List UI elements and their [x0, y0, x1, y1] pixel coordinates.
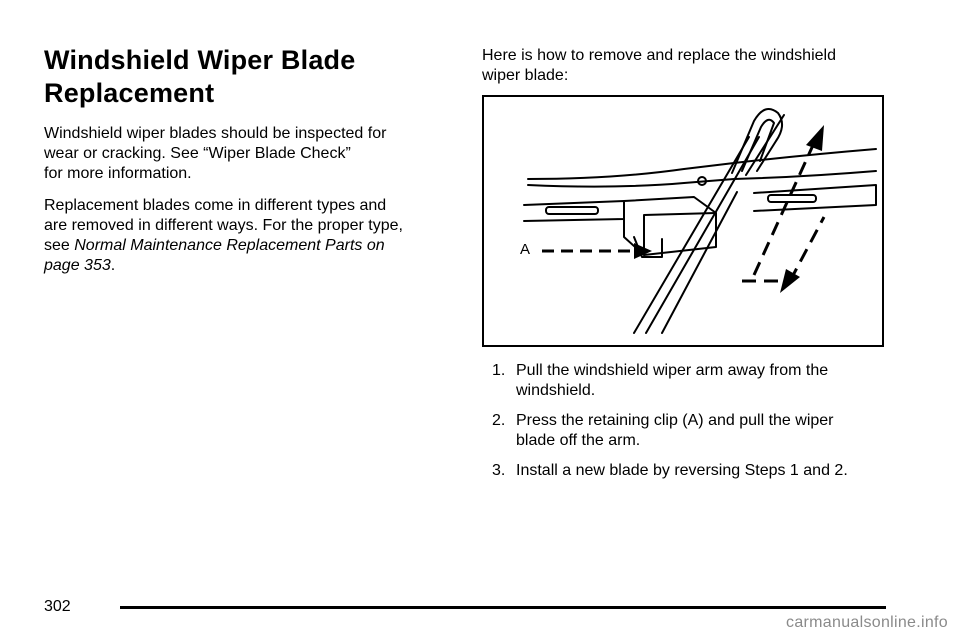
procedure-steps	[482, 361, 892, 481]
step-3-line-1: Install a new blade by reversing Steps 1 and 2.	[516, 462, 848, 479]
step-3	[482, 461, 892, 481]
step-1-line-2: windshield.	[516, 382, 596, 399]
intro-p2-line-1: Replacement blades come in different types and	[44, 197, 387, 214]
step-1	[482, 361, 892, 401]
intro-p1-line-3: for more information.	[44, 165, 192, 182]
intro-paragraph-1	[44, 124, 444, 184]
step-2-line-2: blade off the arm.	[516, 432, 641, 449]
left-blade-slot	[546, 207, 598, 214]
right-blade-slot	[768, 195, 816, 202]
procedure-intro-line-2: wiper blade:	[482, 67, 569, 84]
see-text: see	[44, 237, 75, 254]
step-2-line-1: Press the retaining clip (A) and pull the wiper	[516, 412, 834, 429]
section-title	[44, 44, 444, 110]
intro-p2-line-3	[44, 236, 444, 256]
page-number: 302	[44, 598, 71, 615]
windshield-line-1	[634, 137, 749, 333]
parts-reference-page[interactable]: page 353	[44, 257, 111, 274]
removal-arrowhead-down	[780, 269, 800, 293]
title-line-2: Replacement	[44, 78, 215, 108]
step-2	[482, 411, 892, 451]
step-1-line-1: Pull the windshield wiper arm away from the	[516, 362, 829, 379]
footer-rule	[120, 606, 886, 609]
step-3-number: 3.	[492, 462, 506, 479]
intro-paragraph-2	[44, 196, 444, 276]
period-text: .	[110, 257, 116, 274]
figure-label-a: A	[520, 241, 531, 258]
wiper-arm-loop-inner	[742, 120, 774, 171]
title-line-1: Windshield Wiper Blade	[44, 45, 356, 75]
left-blade-bracket	[524, 201, 624, 221]
procedure-intro	[482, 46, 892, 86]
removal-arrow-down	[790, 217, 824, 281]
procedure-intro-line-1: Here is how to remove and replace the windshield	[482, 47, 836, 64]
intro-p1-line-2: wear or cracking. See “Wiper Blade Check”	[44, 145, 351, 162]
removal-arrowhead-up	[806, 125, 824, 151]
left-column	[44, 44, 444, 276]
watermark-text: carmanualsonline.info	[786, 614, 948, 631]
wiper-blade-illustration	[482, 95, 884, 347]
parts-reference-link[interactable]: Normal Maintenance Replacement Parts on	[74, 237, 385, 254]
right-column	[482, 46, 892, 491]
step-1-number: 1.	[492, 362, 506, 379]
intro-p2-line-4	[44, 256, 444, 276]
step-2-number: 2.	[492, 412, 506, 429]
intro-p2-line-2: are removed in different ways. For the proper type,	[44, 217, 403, 234]
wiper-diagram-svg	[484, 97, 882, 345]
intro-p1-line-1: Windshield wiper blades should be inspected for	[44, 125, 387, 142]
